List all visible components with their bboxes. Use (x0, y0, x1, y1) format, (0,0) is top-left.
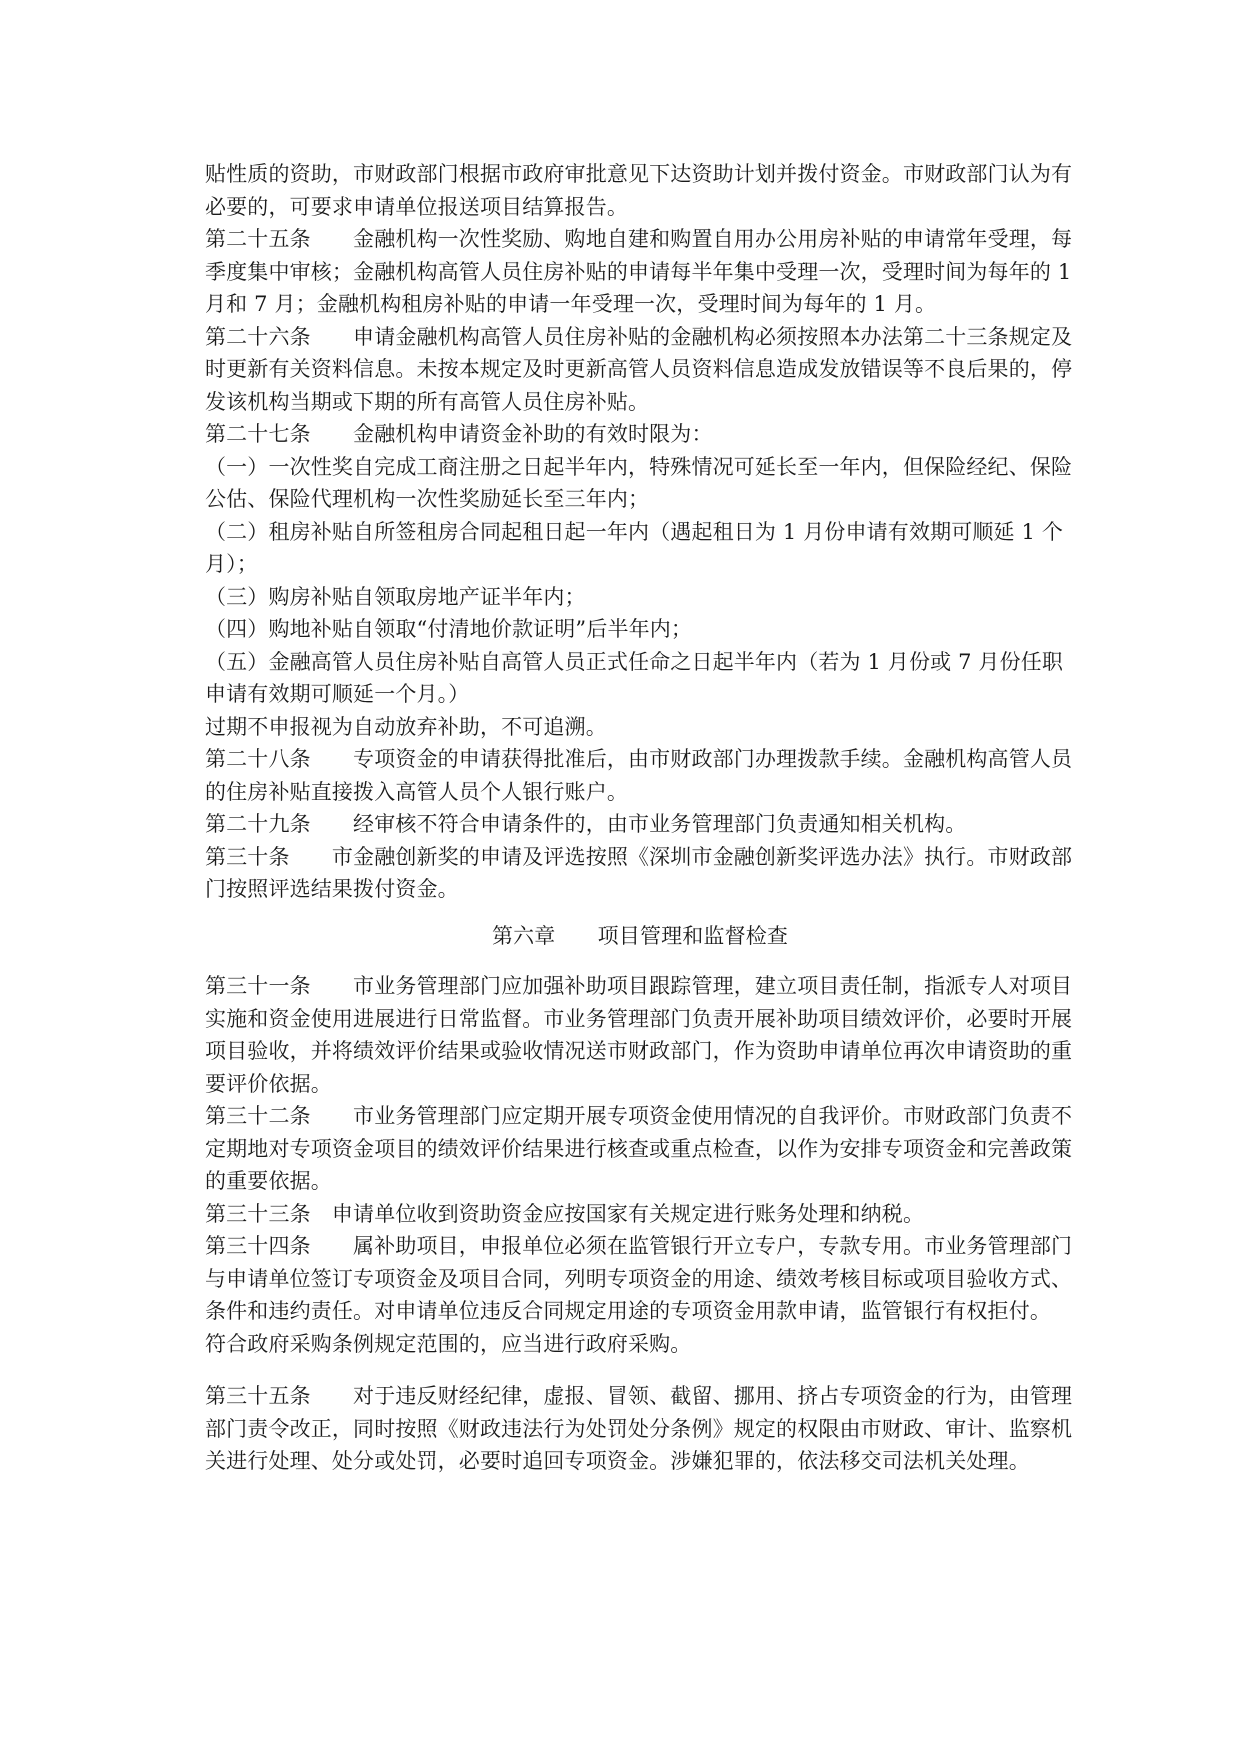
article-34: 第三十四条 属补助项目，申报单位必须在监管银行开立专户，专款专用。市业务管理部门与申请单位签订专项资金及项目合同，列明专项资金的用途、绩效考核目标或项目验收方式、条件和违约责任。对申请单位违反合同规定用途的专项资金用款申请，监管银行有权拒付。 (205, 1234, 1073, 1323)
article-27: 第二十七条 金融机构申请资金补助的有效时限为： (205, 422, 713, 446)
article-33: 第三十三条 申请单位收到资助资金应按国家有关规定进行账务处理和纳税。 (205, 1201, 925, 1226)
article-31: 第三十一条 市业务管理部门应加强补助项目跟踪管理，建立项目责任制，指派专人对项目实施和资金使用进展进行日常监督。市业务管理部门负责开展补助项目绩效评价，必要时开展项目验收，并将绩效评价结果或验收情况送市财政部门，作为资助申请单位再次申请资助的重要评价依据。 (205, 974, 1073, 1096)
article-29: 第二十九条 经审核不符合申请条件的，由市业务管理部门负责通知相关机构。 (205, 812, 967, 836)
paragraph-continuation: 贴性质的资助，市财政部门根据市政府审批意见下达资助计划并拨付资金。市财政部门认为有必要的，可要求申请单位报送项目结算报告。 (205, 162, 1073, 219)
article-35: 第三十五条 对于违反财经纪律，虚报、冒领、截留、挪用、挤占专项资金的行为，由管理部门责令改正，同时按照《财政违法行为处罚处分条例》规定的权限由市财政、审计、监察机关进行处理、处分或处罚，必要时追回专项资金。涉嫌犯罪的，依法移交司法机关处理。 (205, 1384, 1073, 1473)
article-27-item-4: （四）购地补贴自领取“付清地价款证明”后半年内； (205, 617, 693, 641)
article-26: 第二十六条 申请金融机构高管人员住房补贴的金融机构必须按照本办法第二十三条规定及时更新有关资料信息。未按本规定及时更新高管人员资料信息造成发放错误等不良后果的，停发该机构当期或下期的所有高管人员住房补贴。 (205, 324, 1073, 414)
article-27-note: 过期不申报视为自动放弃补助，不可追溯。 (205, 714, 607, 739)
article-27-item-3: （三）购房补贴自领取房地产证半年内； (205, 584, 586, 609)
article-34-note: 符合政府采购条例规定范围的，应当进行政府采购。 (205, 1331, 692, 1356)
article-32: 第三十二条 市业务管理部门应定期开展专项资金使用情况的自我评价。市财政部门负责不定期地对专项资金项目的绩效评价结果进行核查或重点检查，以作为安排专项资金和完善政策的重要依据。 (205, 1104, 1073, 1193)
article-25: 第二十五条 金融机构一次性奖励、购地自建和购置自用办公用房补贴的申请常年受理，每季度集中审核；金融机构高管人员住房补贴的申请每半年集中受理一次，受理时间为每年的 1 月和 7 月；金融机构租房补贴的申请一年受理一次，受理时间为每年的 1 月。 (205, 227, 1073, 316)
article-30: 第三十条 市金融创新奖的申请及评选按照《深圳市金融创新奖评选办法》执行。市财政部门按照评选结果拨付资金。 (205, 844, 1073, 901)
paragraph-gap (205, 1360, 1075, 1380)
article-27-item-5: （五）金融高管人员住房补贴自高管人员正式任命之日起半年内（若为 1 月份或 7 月份任职申请有效期可顺延一个月。） (205, 649, 1064, 706)
article-27-item-1: （一）一次性奖自完成工商注册之日起半年内，特殊情况可延长至一年内，但保险经纪、保险公估、保险代理机构一次性奖励延长至三年内； (205, 454, 1073, 511)
article-28: 第二十八条 专项资金的申请获得批准后，由市财政部门办理拨款手续。金融机构高管人员的住房补贴直接拨入高管人员个人银行账户。 (205, 747, 1073, 804)
chapter-title: 第六章 项目管理和监督检查 (491, 923, 789, 948)
article-27-item-2: （二）租房补贴自所签租房合同起租日起一年内（遇起租日为 1 月份申请有效期可顺延 1 个月）； (205, 519, 1064, 576)
document-body (205, 158, 1075, 1478)
